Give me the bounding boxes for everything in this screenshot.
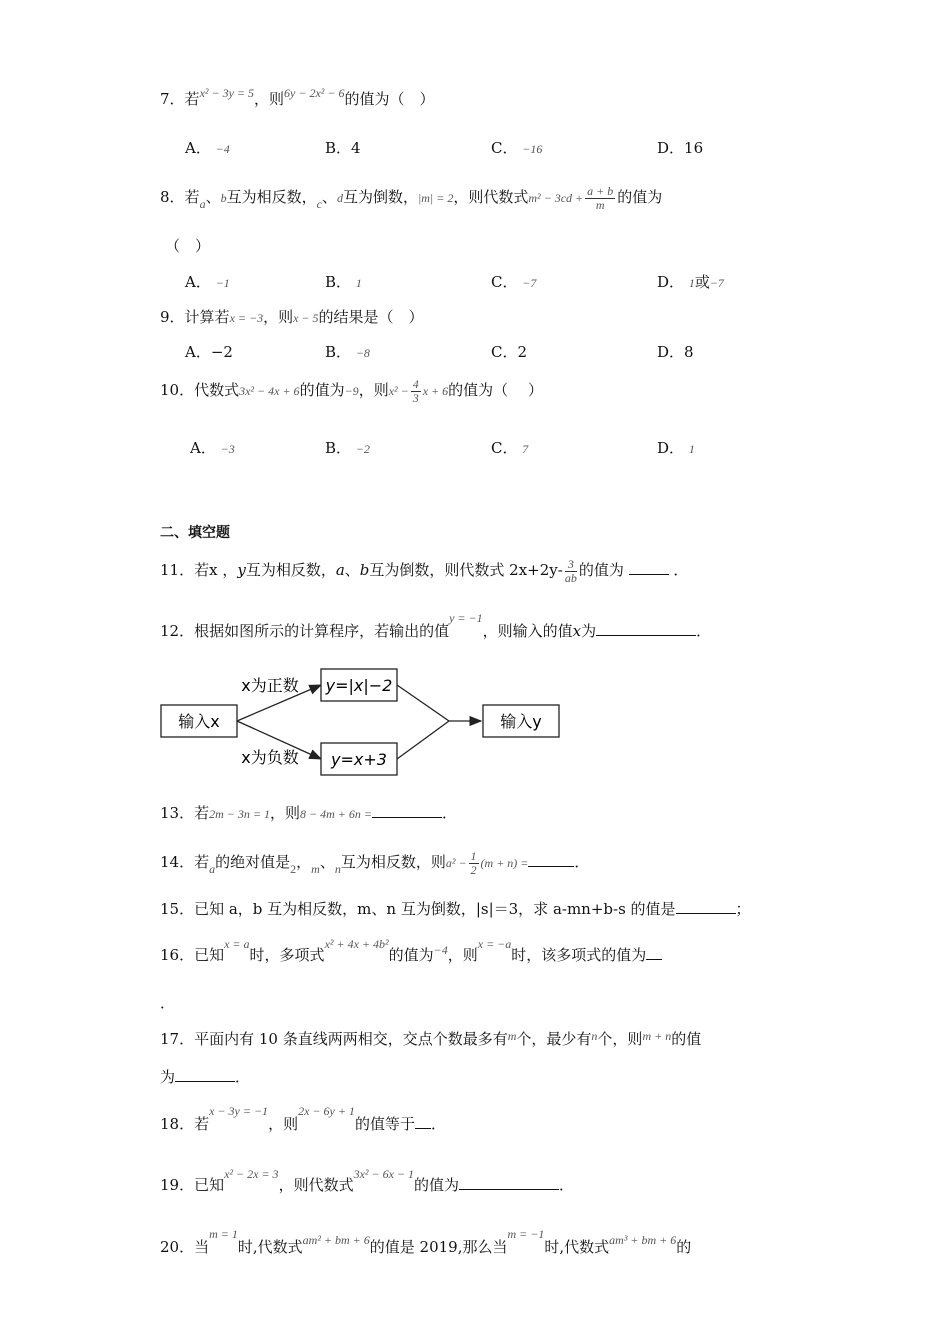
answer-blank[interactable]: [629, 562, 669, 575]
upper-condition: x为正数: [241, 676, 299, 695]
option-b[interactable]: B． −2: [325, 439, 370, 457]
question-20: 20．当$^{m = 1}$时,代数式$^{am^2 + bm + 6}$的值是 2019,那么当$^{m = -1}$时,代数式$^{am^3 + bm + 6}$的: [160, 1227, 692, 1256]
lower-formula: y=x+3: [331, 750, 387, 769]
question-number: 14．: [160, 853, 195, 872]
answer-blank[interactable]: [646, 947, 662, 960]
question-8: 8．若$_a$、b互为相反数，$_c$、d互为倒数，|m| = 2，则代数式m² − 3cd + $\frac{a + b}{m}$ 的值为: [160, 184, 663, 212]
answer-blank[interactable]: [415, 1116, 431, 1129]
answer-blank[interactable]: [528, 854, 574, 867]
question-number: 13．: [160, 804, 195, 822]
option-c[interactable]: C． −16: [491, 139, 543, 157]
merge-line-upper: [397, 685, 449, 721]
answer-blank[interactable]: [459, 1177, 559, 1190]
question-10: 10．代数式3x² − 4x + 6的值为−9，则x² − $\frac{4}{3}$ x + 6的值为（ ）: [160, 377, 543, 405]
question-13: 13．若2m − 3n = 1，则8 − 4m + 6n = ．: [160, 804, 457, 822]
fraction: $\frac{4}{3}$: [412, 377, 419, 405]
section-title: 二、填空题: [160, 525, 230, 541]
option-d[interactable]: D．16: [657, 139, 704, 157]
question-number: 20．: [160, 1238, 195, 1256]
question-18: 18．若$^{x - 3y = -1}$，则$^{2x - 6y + 1}$的值等于 ．: [160, 1104, 446, 1133]
question-17-line2: 为 ．: [160, 1068, 251, 1086]
option-a[interactable]: A．−2: [185, 343, 233, 361]
answer-blank[interactable]: [676, 901, 736, 914]
question-number: 10．: [160, 381, 195, 400]
option-a[interactable]: A． −1: [185, 273, 230, 291]
option-c[interactable]: C． −7: [491, 273, 537, 291]
math-expression: x² − 3y = 5: [199, 86, 255, 100]
question-number: 15．: [160, 900, 195, 918]
input-label: 输入x: [178, 712, 220, 731]
answer-blank[interactable]: [372, 805, 442, 818]
option-c[interactable]: C． 7: [491, 439, 529, 457]
question-15: 15．已知 a，b 互为相反数，m、n 互为倒数，|s|＝3，求 a-mn+b-s 的值是 ；: [160, 900, 751, 918]
question-19: 19．已知$^{x^2 - 2x = 3}$，则代数式$^{3x^2 - 6x - 1}$的值为 ．: [160, 1167, 575, 1194]
output-label: 输入y: [500, 712, 542, 731]
flow-diagram: [155, 655, 575, 785]
question-number: 7．: [160, 90, 185, 108]
question-7: 7．若$^{x^2 - 3y = 5}$，则$^{6y - 2x^2 - 6}$的值为（ ）: [160, 86, 435, 108]
fraction: $\frac{a + b}{m}$: [587, 184, 614, 212]
lower-condition: x为负数: [241, 748, 299, 767]
option-d[interactable]: D． 1或−7: [657, 273, 724, 291]
question-16: 16．已知$^{x = a}$时，多项式$^{x^2 + 4x + 4b^2}$的值为$^{-4}$，则$^{x = -a}$时，该多项式的值为: [160, 944, 662, 965]
option-b[interactable]: B． 1: [325, 273, 362, 291]
question-9: 9．计算若x = −3，则x − 5的结果是（ ）: [160, 308, 424, 326]
option-d[interactable]: D． 1: [657, 439, 695, 457]
option-b[interactable]: B． −8: [325, 343, 370, 361]
question-number: 8．: [160, 188, 185, 207]
question-number: 9．: [160, 308, 185, 326]
option-c[interactable]: C．2: [491, 343, 528, 361]
option-b[interactable]: B．4: [325, 139, 361, 157]
question-number: 12．: [160, 622, 195, 640]
question-12: 12．根据如图所示的计算程序，若输出的值$^{y = -1}$，则输入的值x为 ．: [160, 611, 712, 640]
answer-blank[interactable]: [596, 623, 696, 636]
option-a[interactable]: A． −4: [185, 139, 230, 157]
fraction: $\frac{1}{2}$: [470, 849, 477, 877]
answer-paren: （ ）: [165, 237, 211, 255]
option-a[interactable]: A． −3: [190, 439, 235, 457]
question-11: 11．若x ，y互为相反数，a、b互为倒数，则代数式 2x+2y- $\frac{3}{ab}$ 的值为 ．: [160, 557, 689, 585]
question-number: 19．: [160, 1176, 195, 1194]
answer-blank[interactable]: [175, 1069, 235, 1082]
question-number: 18．: [160, 1115, 195, 1133]
question-17: 17．平面内有 10 条直线两两相交，交点个数最多有$^m$个，最少有$^n$个，则$^{m + n}$的值: [160, 1029, 702, 1048]
option-d[interactable]: D．8: [657, 343, 694, 361]
math-expression: 6y − 2x² − 6: [284, 86, 345, 100]
upper-formula: y=|x|−2: [325, 676, 393, 695]
fraction: $\frac{3}{ab}$: [564, 557, 577, 585]
merge-line-lower: [397, 721, 449, 759]
question-16-end: ．: [160, 994, 176, 1012]
question-number: 16．: [160, 946, 195, 964]
question-number: 11．: [160, 561, 195, 580]
question-number: 17．: [160, 1030, 195, 1048]
question-14: 14．若$_a$的绝对值是$_2$，$_m$、$_n$互为相反数，则a² − $\frac{1}{2}$ (m + n) = ．: [160, 849, 590, 877]
